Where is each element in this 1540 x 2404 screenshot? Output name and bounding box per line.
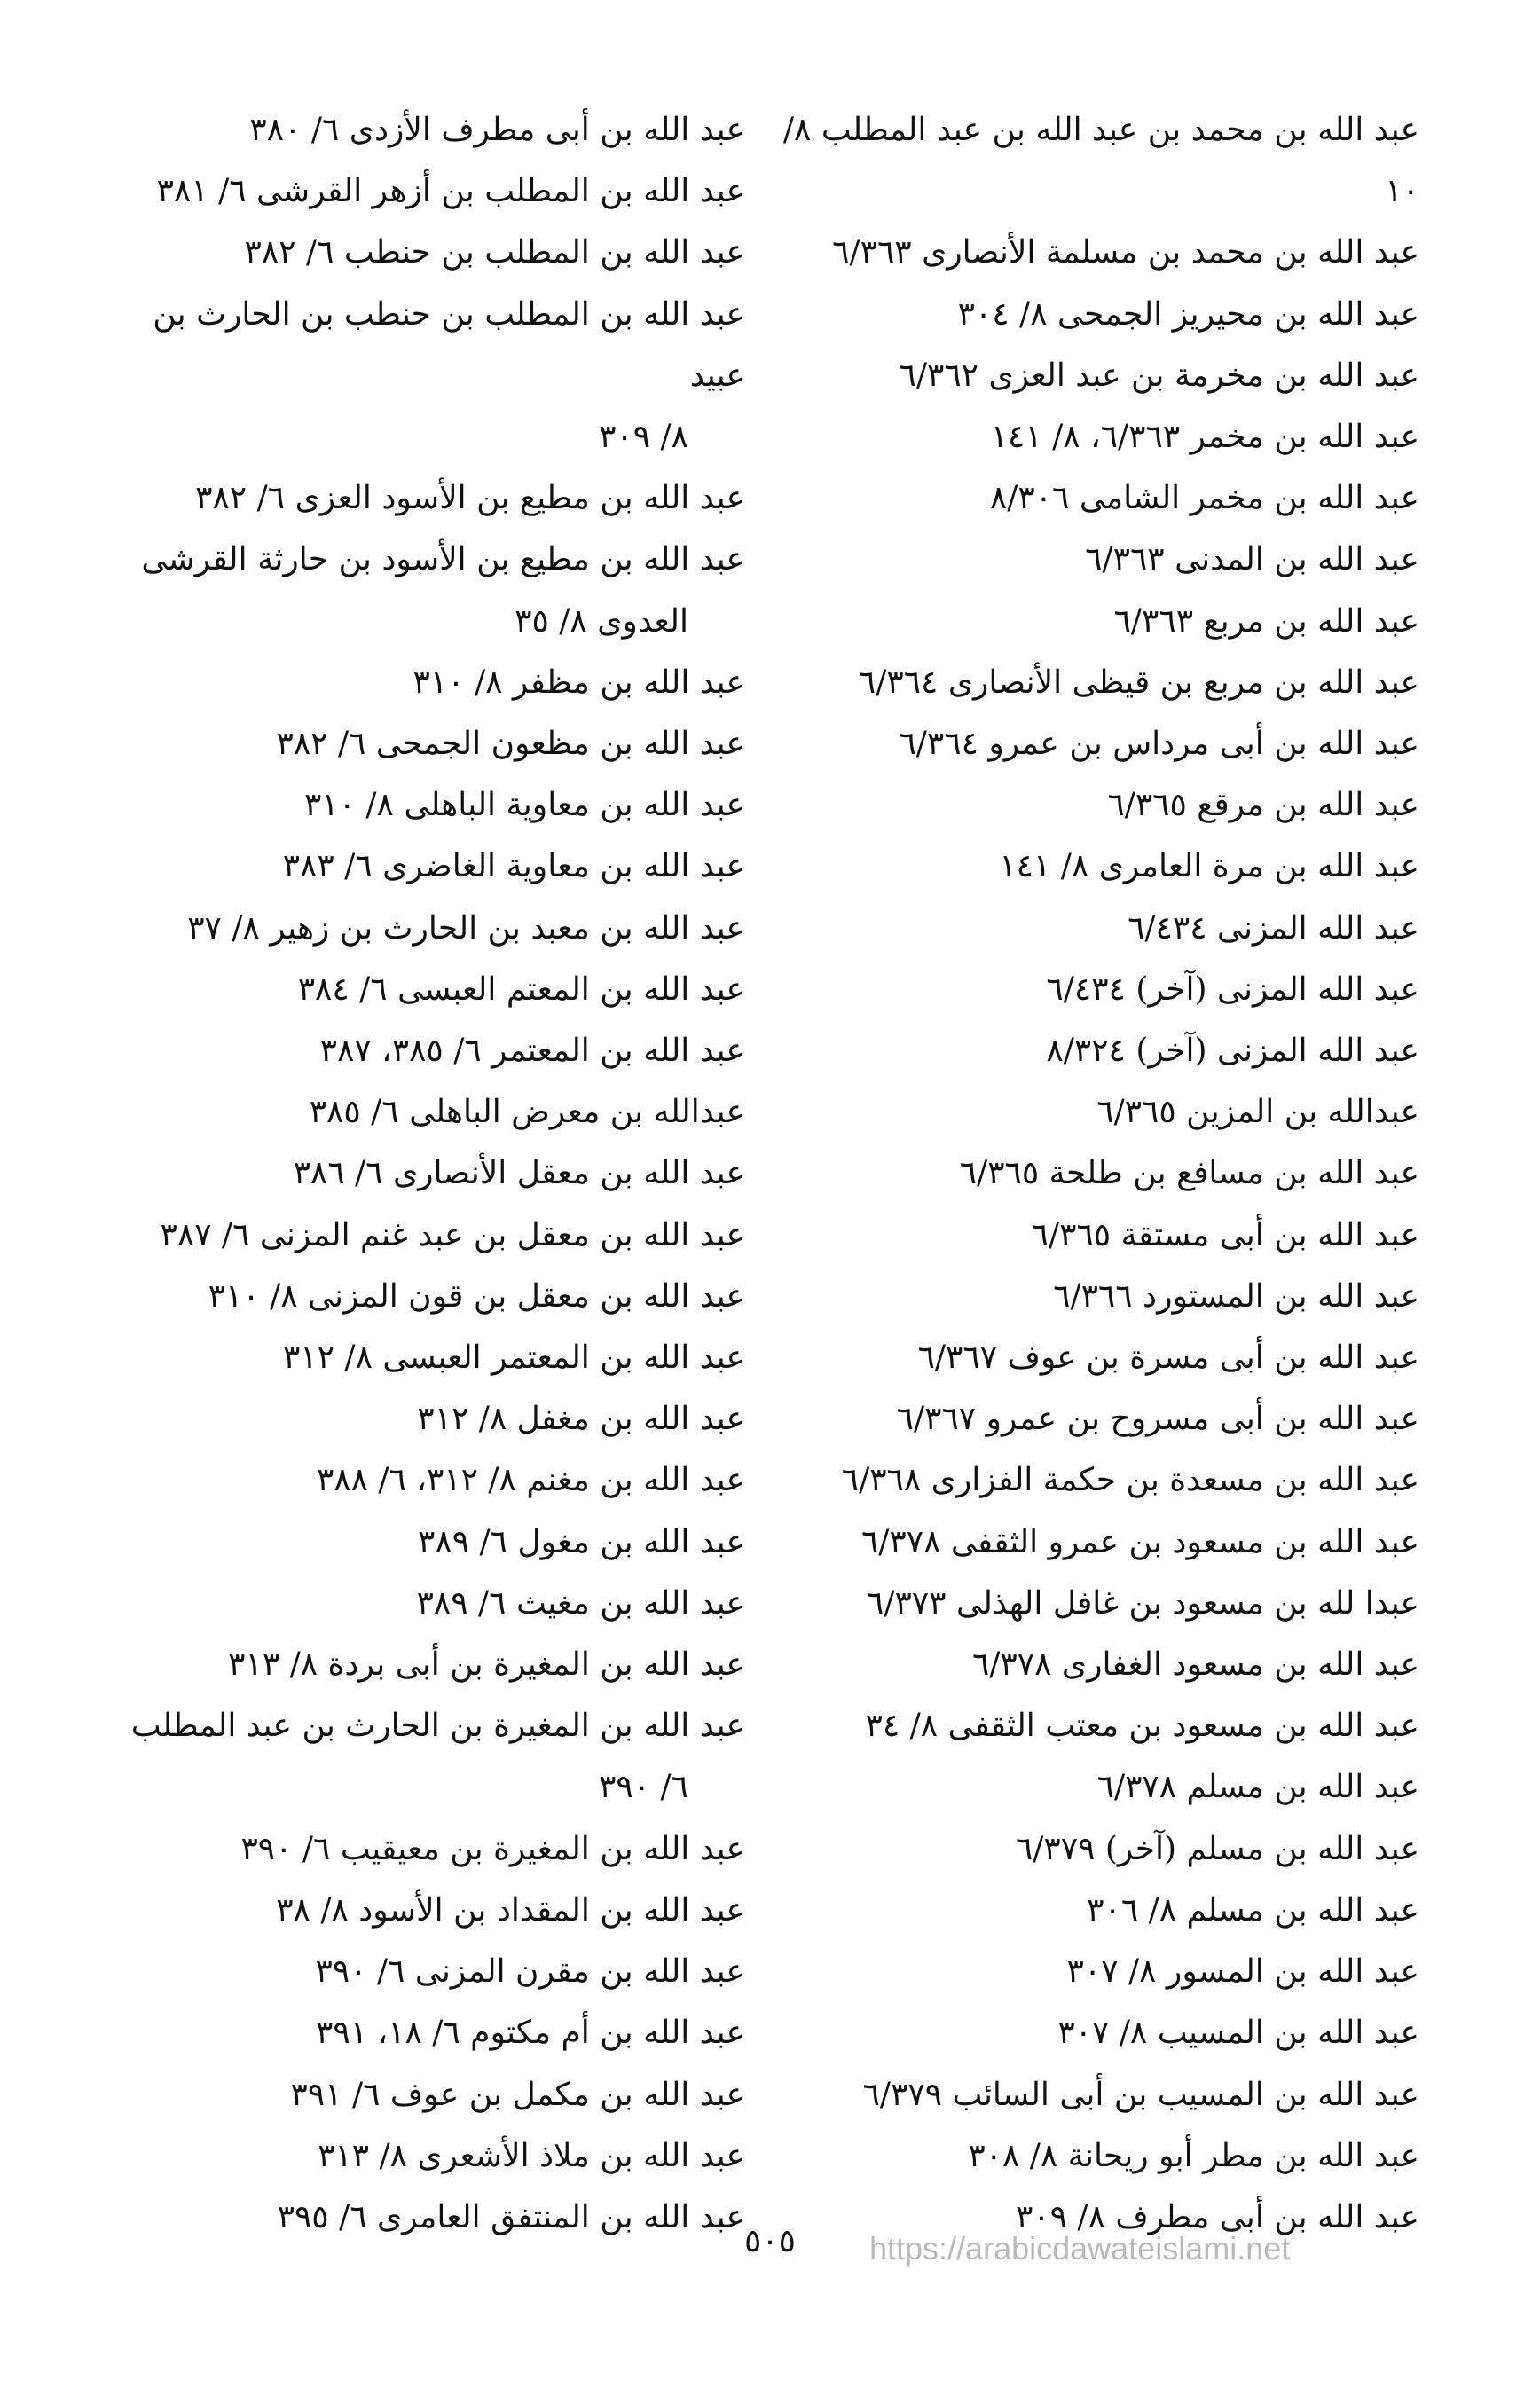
index-entry-text: عبد الله بن مسلم ٦/٣٧٨ xyxy=(1096,1769,1419,1806)
index-entry xyxy=(763,1819,1419,1880)
index-entry xyxy=(114,2002,745,2063)
index-entry-text: عبد الله المزنى (آخر) ٨/٣٢٤ xyxy=(1046,1033,1419,1070)
index-entry xyxy=(114,1941,745,2002)
index-entry xyxy=(763,1941,1419,2002)
index-entry xyxy=(763,2064,1419,2125)
index-entry-text: عبد الله بن مسعدة بن حكمة الفزارى ٦/٣٦٨ xyxy=(841,1462,1419,1499)
index-entry-text: عبد الله بن مربع بن قيظى الأنصارى ٦/٣٦٤ xyxy=(858,664,1419,701)
index-entry-text: عبد الله بن المطلب بن حنطب بن الحارث بن عبيد xyxy=(153,295,745,394)
index-entry xyxy=(114,1880,745,1941)
index-entry xyxy=(114,836,745,897)
index-entry-text: عبد الله بن المعتم العبسى ٦/ ٣٨٤ xyxy=(297,970,745,1008)
index-entry-text: عبد الله بن أبى مرداس بن عمرو ٦/٣٦٤ xyxy=(899,726,1419,763)
index-entry-text: عبد الله بن مخرمة بن عبد العزى ٦/٣٦٢ xyxy=(899,357,1419,394)
index-entry-text: عبد الله بن محمد بن مسلمة الأنصارى ٦/٣٦٣ xyxy=(832,234,1419,271)
index-entry xyxy=(763,591,1419,652)
index-entry-text: عبد الله بن مسلم ٨/ ٣٠٦ xyxy=(1087,1891,1419,1929)
index-entry-text: عبد الله بن المسور ٨/ ٣٠٧ xyxy=(1066,1953,1419,1991)
index-entry xyxy=(114,1020,745,1081)
index-entry xyxy=(114,898,745,959)
index-entry-text: عبد الله بن أبى مطرف الأزدى ٦/ ٣٨٠ xyxy=(249,112,745,148)
index-entry xyxy=(763,284,1419,345)
index-entry xyxy=(114,529,745,651)
index-entry-text: عبد الله بن مسعود الغفارى ٦/٣٧٨ xyxy=(971,1646,1419,1684)
index-entry-text: عبد الله بن مربع ٦/٣٦٣ xyxy=(1113,602,1419,640)
index-entry-text: عبدا لله بن مسعود بن غافل الهذلى ٦/٣٧٣ xyxy=(867,1584,1419,1622)
index-entry xyxy=(763,2125,1419,2187)
index-entry xyxy=(763,1512,1419,1573)
index-entry-text: عبد الله بن مسافع بن طلحة ٦/٣٦٥ xyxy=(959,1155,1419,1192)
index-entry xyxy=(763,406,1419,467)
index-entry-text: عبد الله بن مسلم (آخر) ٦/٣٧٩ xyxy=(1015,1830,1419,1867)
index-entry xyxy=(763,836,1419,897)
index-entry xyxy=(763,959,1419,1020)
index-entry-text: عبد الله بن ملاذ الأشعرى ٨/ ٣١٣ xyxy=(318,2137,745,2174)
index-entry-text: عبد الله بن معاوية الغاضرى ٦/ ٣٨٣ xyxy=(282,848,745,885)
index-entry-text: عبد الله بن مرقع ٦/٣٦٥ xyxy=(1107,787,1419,824)
index-entry xyxy=(763,1327,1419,1388)
left-index-column xyxy=(114,99,745,2248)
index-entry xyxy=(114,284,745,468)
index-entry xyxy=(763,529,1419,590)
index-entry xyxy=(763,1205,1419,1266)
index-entry xyxy=(114,959,745,1020)
index-entry xyxy=(114,652,745,713)
index-entry-text: عبد الله بن المنتفق العامرى ٦/ ٣٩٥ xyxy=(277,2198,745,2235)
index-entry xyxy=(114,774,745,836)
index-entry-text: عبد الله بن مكمل بن عوف ٦/ ٣٩١ xyxy=(290,2076,745,2113)
index-entry xyxy=(114,1205,745,1266)
index-entry xyxy=(763,1634,1419,1695)
index-entry-text: عبد الله بن أبى مسرة بن عوف ٦/٣٦٧ xyxy=(917,1339,1419,1377)
index-entry-text: عبد الله بن أبى مطرف ٨/ ٣٠٩ xyxy=(1015,2198,1419,2235)
index-entry-text: عبد الله بن المعتمر ٦/ ٣٨٥، ٣٨٧ xyxy=(319,1033,745,1070)
watermark-url: https://arabicdawateislami.net xyxy=(869,2230,1291,2267)
index-entry xyxy=(114,2125,745,2187)
index-entry xyxy=(114,1081,745,1143)
index-entry xyxy=(114,1143,745,1204)
index-entry-text: عبد الله بن مظفر ٨/ ٣١٠ xyxy=(412,664,745,701)
index-entry-text: عبد الله بن محيريز الجمحى ٨/ ٣٠٤ xyxy=(957,295,1419,333)
index-entry-text: عبد الله بن المعتمر العبسى ٨/ ٣١٢ xyxy=(282,1339,745,1377)
index-entry-continuation: ٦/ ٣٩٠ xyxy=(599,1769,688,1806)
index-entry-text: عبد الله بن مغفل ٨/ ٣١٢ xyxy=(417,1401,745,1438)
index-entry-text: عبد الله بن المسيب ٨/ ٣٠٧ xyxy=(1057,2015,1419,2052)
index-entry-text: عبد الله بن معقل الأنصارى ٦/ ٣٨٦ xyxy=(293,1155,745,1192)
index-entry-text: عبد الله بن مظعون الجمحى ٦/ ٣٨٢ xyxy=(276,726,745,763)
index-entry-text: عبد الله بن المسيب بن أبى السائب ٦/٣٧٩ xyxy=(862,2076,1419,2113)
index-entry-text: عبد الله بن معبد بن الحارث بن زهير ٨/ ٣٧ xyxy=(187,909,745,947)
index-entry xyxy=(763,1449,1419,1511)
index-entry xyxy=(763,713,1419,774)
index-entry xyxy=(114,467,745,529)
index-entry xyxy=(763,99,1419,222)
index-entry xyxy=(114,1695,745,1818)
index-entry-text: عبد الله بن المدنى ٦/٣٦٣ xyxy=(1085,541,1419,578)
index-entry xyxy=(114,1634,745,1695)
index-entry xyxy=(763,1266,1419,1327)
index-entry xyxy=(114,1819,745,1880)
index-entry-text: عبد الله بن مرة العامرى ٨/ ١٤١ xyxy=(999,848,1419,885)
index-entry-text: عبد الله المزنى (آخر) ٦/٤٣٤ xyxy=(1046,970,1419,1008)
index-entry xyxy=(763,467,1419,529)
index-entry xyxy=(114,222,745,283)
index-entry-text: عبد الله بن المغيرة بن أبى بردة ٨/ ٣١٣ xyxy=(228,1646,745,1684)
index-entry-text: عبد الله بن مخمر الشامى ٨/٣٠٦ xyxy=(989,480,1419,517)
index-entry xyxy=(114,2064,745,2125)
index-entry-text: عبد الله بن أبى مستقة ٦/٣٦٥ xyxy=(1031,1216,1419,1253)
index-entry xyxy=(763,345,1419,406)
index-entry xyxy=(763,1695,1419,1756)
index-entry xyxy=(114,1512,745,1573)
index-entry-text: عبد الله بن مطر أبو ريحانة ٨/ ٣٠٨ xyxy=(968,2137,1419,2174)
index-entry-text: عبد الله بن معقل بن قون المزنى ٨/ ٣١٠ xyxy=(208,1277,745,1315)
index-entry xyxy=(763,652,1419,713)
index-entry xyxy=(114,1449,745,1511)
index-entry xyxy=(763,1880,1419,1941)
index-entry xyxy=(763,1020,1419,1081)
index-entry-text: عبد الله بن أم مكتوم ٦/ ١٨، ٣٩١ xyxy=(316,2015,745,2052)
index-entry xyxy=(114,1266,745,1327)
index-entry xyxy=(114,161,745,222)
index-entry-text: عبد الله بن المطلب بن حنطب ٦/ ٣٨٢ xyxy=(244,234,745,271)
index-entry-text: عبد الله بن مخمر ٦/٣٦٣، ٨/ ١٤١ xyxy=(990,419,1419,456)
index-entry-continuation: ٨/ ٣٠٩ xyxy=(599,419,688,456)
index-entry-text: عبد الله بن مغيث ٦/ ٣٨٩ xyxy=(416,1584,745,1622)
index-entry-text: عبد الله بن المغيرة بن الحارث بن عبد المطلب xyxy=(130,1708,745,1745)
index-entry xyxy=(114,1573,745,1634)
index-entry xyxy=(763,222,1419,283)
index-entry-text: عبد الله بن المغيرة بن معيقيب ٦/ ٣٩٠ xyxy=(240,1830,745,1867)
index-entry-text: عبد الله بن مسعود بن معتب الثقفى ٨/ ٣٤ xyxy=(865,1708,1419,1745)
index-entry-text: عبد الله بن مطيع بن الأسود العزى ٦/ ٣٨٢ xyxy=(195,480,745,517)
index-entry-text: عبد الله بن مقرن المزنى ٦/ ٣٩٠ xyxy=(315,1953,745,1991)
index-entry xyxy=(763,1081,1419,1143)
index-entry-text: عبد الله المزنى ٦/٤٣٤ xyxy=(1128,909,1419,947)
index-entry-text: عبد الله بن المقداد بن الأسود ٨/ ٣٨ xyxy=(276,1891,745,1929)
index-entry xyxy=(763,1388,1419,1449)
index-entry xyxy=(114,1388,745,1449)
index-entry xyxy=(763,774,1419,836)
index-entry xyxy=(763,1756,1419,1818)
index-entry xyxy=(763,898,1419,959)
index-entry-text: عبدالله بن المزين ٦/٣٦٥ xyxy=(1096,1094,1419,1131)
index-entry-text: عبد الله بن معاوية الباهلى ٨/ ٣١٠ xyxy=(303,787,745,824)
index-entry-text: عبد الله بن مغول ٦/ ٣٨٩ xyxy=(418,1523,745,1560)
index-entry xyxy=(763,1573,1419,1634)
index-entry-text: عبدالله بن معرض الباهلى ٦/ ٣٨٥ xyxy=(309,1094,745,1131)
index-entry-text: عبد الله بن أبى مسروح بن عمرو ٦/٣٦٧ xyxy=(896,1401,1419,1438)
index-entry-text: عبد الله بن مغنم ٨/ ٣١٢، ٦/ ٣٨٨ xyxy=(316,1462,745,1499)
index-entry-text: عبد الله بن معقل بن عبد غنم المزنى ٦/ ٣٨٧ xyxy=(160,1216,745,1253)
index-entry xyxy=(763,2002,1419,2063)
index-entry-text: عبد الله بن مطيع بن الأسود بن حارثة القرشى xyxy=(141,541,745,578)
index-entry-text: عبد الله بن محمد بن عبد الله بن عبد المطلب ٨/ ١٠ xyxy=(782,112,1419,210)
index-entry xyxy=(763,1143,1419,1204)
index-entry-continuation: العدوى ٨/ ٣٥ xyxy=(515,602,688,640)
index-entry-text: عبد الله بن المستورد ٦/٣٦٦ xyxy=(1053,1277,1419,1315)
index-entry-text: عبد الله بن مسعود بن عمرو الثقفى ٦/٣٧٨ xyxy=(860,1523,1419,1560)
index-entry-text: عبد الله بن المطلب بن أزهر القرشى ٦/ ٣٨١ xyxy=(156,173,745,210)
index-entry xyxy=(114,1327,745,1388)
page-number: ٥٠٥ xyxy=(743,2223,796,2259)
index-entry xyxy=(114,99,745,161)
right-index-column xyxy=(763,99,1419,2248)
index-entry xyxy=(114,713,745,774)
